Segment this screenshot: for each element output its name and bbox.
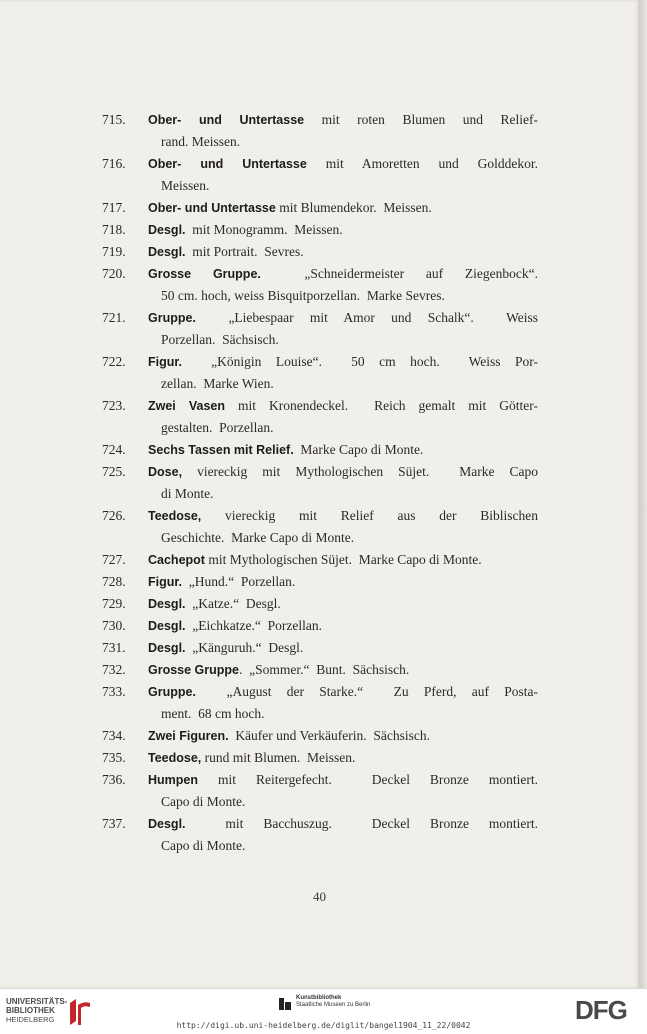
entry-line <box>148 681 538 703</box>
entry-line <box>161 131 538 153</box>
entry-text: mit Mythologischen Süjet. Marke Capo di Monte. <box>204 552 482 567</box>
entry-line <box>148 153 538 175</box>
entry-title: Ober- und Untertasse <box>148 157 307 171</box>
entry-text: Marke Capo di Monte. <box>293 442 424 457</box>
entry-line <box>161 285 538 307</box>
entry-line <box>161 329 538 351</box>
entry-number: 726. <box>102 508 126 523</box>
entry-line <box>148 241 538 263</box>
entry-text: „Eichkatze.“ Porzellan. <box>185 618 322 633</box>
entry-number: 735. <box>102 750 126 765</box>
entry-number: 724. <box>102 442 126 457</box>
entry-line <box>148 505 538 527</box>
entry-title: Dose, <box>148 465 183 479</box>
entry-text: Meissen. <box>161 178 210 193</box>
entry-number: 733. <box>102 684 126 699</box>
entry-text: zellan. Marke Wien. <box>161 376 274 391</box>
entry-line <box>148 109 538 131</box>
entry-title: Teedose, <box>148 751 202 765</box>
entry-text: 50 cm. hoch, weiss Bisquitporzellan. Marke Sevres. <box>161 288 445 303</box>
entry-title: Ober- und Untertasse <box>148 201 276 215</box>
entry-title: Desgl. <box>148 641 186 655</box>
entry-number: 720. <box>102 266 126 281</box>
entry-text: rand. Meissen. <box>161 134 241 149</box>
entry-text: mit Blumendekor. Meissen. <box>275 200 432 215</box>
entry-line <box>161 791 538 813</box>
entry-title: Humpen <box>148 773 198 787</box>
entry-number: 722. <box>102 354 126 369</box>
entry-text: di Monte. <box>161 486 214 501</box>
entry-line <box>148 769 538 791</box>
entry-line <box>161 835 538 857</box>
entry-text: „Liebespaar mit Amor und Schalk“. Weiss <box>195 310 538 325</box>
entry-text: „Hund.“ Porzellan. <box>182 574 296 589</box>
entry-text: „Katze.“ Desgl. <box>185 596 281 611</box>
entry-title: Figur. <box>148 355 183 369</box>
entry-number: 730. <box>102 618 126 633</box>
entry-number: 732. <box>102 662 126 677</box>
library-line-2: BIBLIOTHEK <box>6 1006 55 1015</box>
entry-text: mit Amoretten und Golddekor. <box>306 156 538 171</box>
entry-text: mit Kronendeckel. Reich gemalt mit Götter- <box>225 398 538 413</box>
entry-title: Zwei Figuren. <box>148 729 229 743</box>
entry-number: 734. <box>102 728 126 743</box>
entry-number: 719. <box>102 244 126 259</box>
entry-title: Cachepot <box>148 553 205 567</box>
entry-title: Desgl. <box>148 817 186 831</box>
entry-number: 721. <box>102 310 126 325</box>
entry-number: 728. <box>102 574 126 589</box>
library-line-1: UNIVERSITÄTS- <box>6 997 68 1006</box>
entry-text: Geschichte. Marke Capo di Monte. <box>161 530 355 545</box>
entry-line <box>148 439 538 461</box>
entry-line <box>161 483 538 505</box>
entry-number: 725. <box>102 464 126 479</box>
entry-line <box>148 637 538 659</box>
kb-sub: Staatliche Museen zu Berlin <box>296 1002 371 1008</box>
page-edge <box>639 0 647 988</box>
entry-text: mit Portrait. Sevres. <box>185 244 304 259</box>
kunstbibliothek-icon <box>278 997 292 1011</box>
entry-number: 716. <box>102 156 126 171</box>
dfg-logo[interactable]: DFG <box>575 995 627 1025</box>
entry-line <box>148 615 538 637</box>
entry-title: Desgl. <box>148 597 186 611</box>
entry-title: Gruppe. <box>148 311 196 325</box>
entry-text: mit roten Blumen und Relief- <box>304 112 538 127</box>
entry-text: mit Reitergefecht. Deckel Bronze montiert. <box>198 772 538 787</box>
entry-number: 729. <box>102 596 126 611</box>
entry-text: „Schneidermeister auf Ziegenbock“. <box>260 266 538 281</box>
entry-line <box>161 373 538 395</box>
entry-text: rund mit Blumen. Meissen. <box>201 750 356 765</box>
entry-title: Gruppe. <box>148 685 196 699</box>
entry-line <box>148 747 538 769</box>
entry-title: Grosse Gruppe. <box>148 267 261 281</box>
entry-text: mit Monogramm. Meissen. <box>185 222 343 237</box>
entry-line <box>148 263 538 285</box>
entry-text: „Känguruh.“ Desgl. <box>185 640 304 655</box>
entry-line <box>148 549 538 571</box>
entry-number: 736. <box>102 772 126 787</box>
permalink-url[interactable]: http://digi.ub.uni-heidelberg.de/diglit/bangel1904_11_22/0042 <box>176 1021 471 1030</box>
entry-text: gestalten. Porzellan. <box>161 420 274 435</box>
entry-text: Capo di Monte. <box>161 794 246 809</box>
entry-title: Figur. <box>148 575 183 589</box>
entry-line <box>148 351 538 373</box>
entry-text: viereckig mit Mythologischen Süjet. Marke Capo <box>182 464 538 479</box>
entry-number: 715. <box>102 112 126 127</box>
viewer-footer <box>0 988 647 1034</box>
entry-number: 718. <box>102 222 126 237</box>
entry-line <box>148 571 538 593</box>
entry-line <box>148 461 538 483</box>
entry-line <box>148 219 538 241</box>
entry-line <box>161 175 538 197</box>
entry-text: „Königin Louise“. 50 cm hoch. Weiss Por- <box>182 354 538 369</box>
entry-line <box>148 659 538 681</box>
entry-title: Desgl. <box>148 223 186 237</box>
entry-number: 717. <box>102 200 126 215</box>
library-line-3: HEIDELBERG <box>6 1015 55 1024</box>
entry-number: 731. <box>102 640 126 655</box>
entry-text: Käufer und Verkäuferin. Sächsisch. <box>228 728 431 743</box>
entry-number: 737. <box>102 816 126 831</box>
entry-number: 727. <box>102 552 126 567</box>
entry-line <box>148 813 538 835</box>
page-number: 40 <box>313 889 326 904</box>
kb-name: Kunstbibliothek <box>296 995 342 1001</box>
entry-text: Porzellan. Sächsisch. <box>161 332 279 347</box>
entry-line <box>148 395 538 417</box>
entry-text: „August der Starke.“ Zu Pferd, auf Posta- <box>195 684 538 699</box>
entry-line <box>148 593 538 615</box>
entry-title: Grosse Gruppe <box>148 663 239 677</box>
entry-text: . „Sommer.“ Bunt. Sächsisch. <box>239 662 410 677</box>
entry-line <box>161 703 538 725</box>
entry-text: viereckig mit Relief aus der Biblischen <box>201 508 538 523</box>
entry-title: Zwei Vasen <box>148 399 226 413</box>
entry-text: mit Bacchuszug. Deckel Bronze montiert. <box>185 816 538 831</box>
entry-title: Ober- und Untertasse <box>148 113 305 127</box>
entry-line <box>161 527 538 549</box>
entry-title: Desgl. <box>148 619 186 633</box>
entry-line <box>148 725 538 747</box>
entry-text: Capo di Monte. <box>161 838 246 853</box>
entry-text: ment. 68 cm hoch. <box>161 706 265 721</box>
entry-title: Desgl. <box>148 245 186 259</box>
entry-title: Teedose, <box>148 509 202 523</box>
entry-title: Sechs Tassen mit Relief. <box>148 443 294 457</box>
entry-line <box>148 197 538 219</box>
entry-line <box>161 417 538 439</box>
entry-line <box>148 307 538 329</box>
entry-number: 723. <box>102 398 126 413</box>
